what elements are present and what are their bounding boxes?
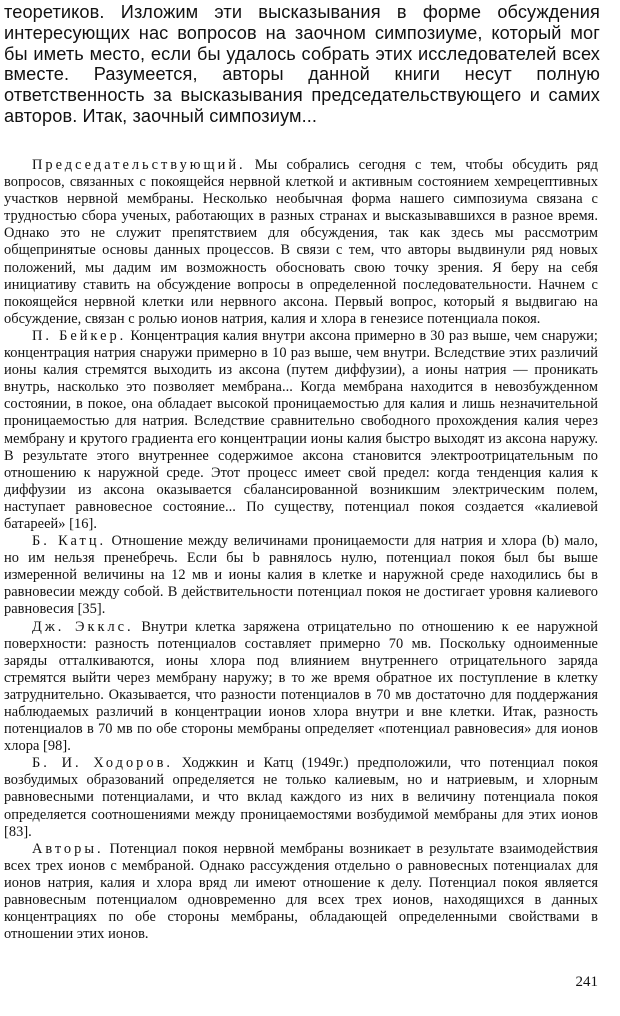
- paragraph-text: Концентрация калия внутри аксона примерно в 30 раз выше, чем снаружи; концентрация натрия снаружи примерно в 10 раз выше, чем внутри. Вследствие этих различий ионы калия стремятся выходить из аксона (путем диффузии), а ионы натрия — проникать внутрь, насколько это позволяет мембрана... Когда мембрана находится в невозбужденном состоянии, в покое, она обладает высокой проницаемостью для калия и лишь незначительной проницаемостью для натрия. Вследствие сравнительно свободного прохождения калия через мембрану и крутого градиента его концентрации ионы калия быстро выходят из аксона наружу. В результате этого внутреннее содержимое аксона становится электроотрицательным по отношению к наружной среде. Этот процесс имеет свой предел: когда тенденция калия к диффузии из аксона оказывается сбалансированной возникшим электрическим полем, наступает равновесное состояние... По существу, потенциал покоя создается «калиевой батареей» [16].: [4, 327, 598, 532]
- speaker-name: Б. Катц.: [32, 533, 107, 550]
- paragraph-eccles: [4, 619, 598, 756]
- paragraph-text: Отношение между величинами проницаемости для натрия и хлора (b) мало, но им нельзя пренебречь. Если бы b равнялось нулю, потенциал покоя был бы выше измеренной величины на 12 мв и ионы калия в клетке и наружной среде находились бы в равновесии между собой. В действительности потенциал покоя не достигает уровня калиевого равновесия [35].: [4, 533, 598, 618]
- paragraph-text: Потенциал покоя нервной мембраны возникает в результате взаимодействия всех трех ионов с мембраной. Однако рассуждения отдельно о равновесных потенциалах для ионов натрия, калия и хлора вряд ли имеют отношение к делу. Потенциал покоя является равновесным потенциалом одновременно для всех трех ионов, находящихся в данных концентрациях по обе стороны мембраны, обладающей определенными свойствами в отношении этих ионов.: [4, 840, 598, 943]
- paragraph-khodorov: [4, 755, 598, 840]
- intro-paragraph: теоретиков. Изложим эти высказывания в форме обсуждения интересующих нас вопросов на заочном симпозиуме, который мог бы иметь место, если бы удалось собрать этих исследователей всех вместе. Разумеется, авторы данной книги несут полную ответственность за высказывания председательствующего и самих авторов. Итак, заочный симпозиум...: [4, 2, 600, 126]
- speaker-name: Председательствующий.: [32, 157, 246, 173]
- paragraph-authors: [4, 841, 598, 944]
- symposium-text: [4, 157, 598, 943]
- speaker-name: П. Бейкер.: [32, 327, 127, 344]
- paragraph-text: Мы собрались сегодня с тем, чтобы обсудить ряд вопросов, связанных с покоящейся нервной клеткой и активным состоянием хемрецептивных участков нервной мембраны. Несколько необычная форма нашего симпозиума связана с трудностью сбора ученых, работающих в разных странах и высказывавшихся в разное время. Однако это не служит препятствием для обсуждения, так как здесь мы рассмотрим общепринятые основы данных процессов. В связи с тем, что авторы выдвинули ряд новых положений, мы дадим им возможность обосновать свою точку зрения. Я беру на себя инициативу ставить на обсуждение вопросы в определенной последовательности. Начнем с покоящейся нервной клетки или нервного аксона. Первый вопрос, который я выдвигаю на обсуждение, связан с ролью ионов натрия, калия и хлора в генезисе потенциала покоя.: [4, 157, 598, 327]
- speaker-name: Дж. Экклс.: [32, 618, 134, 635]
- paragraph-text: Ходжкин и Катц (1949г.) предположили, что потенциал покоя возбудимых образований определяется не только калиевым, но и натриевым, и хлорным равновесными потенциалами, и что вклад каждого из них в величину потенциала покоя определяется соотношениями между проницаемостями возбудимой мембраны для этих ионов [83].: [4, 755, 598, 840]
- speaker-name: Б. И. Ходоров.: [32, 755, 173, 772]
- paragraph-text: Внутри клетка заряжена отрицательно по отношению к ее наружной поверхности: разность потенциалов составляет примерно 70 мв. Поскольку одноименные заряды отталкиваются, ионы хлора под влиянием внутреннего отрицательного заряда стремятся выйти через мембрану наружу; в то же время обратное их поступление в клетку затруднительно. Оказывается, что разности потенциалов в 70 мв достаточно для поддержания наблюдаемых различий в концентрации ионов хлора внутри и вне клетки. Итак, разность потенциалов в 70 мв по обе стороны мембраны определяет «потенциал равновесия» для ионов хлора [98].: [4, 618, 598, 755]
- page-number: 241: [575, 974, 598, 990]
- paragraph-baker: [4, 328, 598, 533]
- speaker-name: Авторы.: [32, 840, 104, 857]
- paragraph-chairman: [4, 157, 598, 328]
- paragraph-katz: [4, 533, 598, 618]
